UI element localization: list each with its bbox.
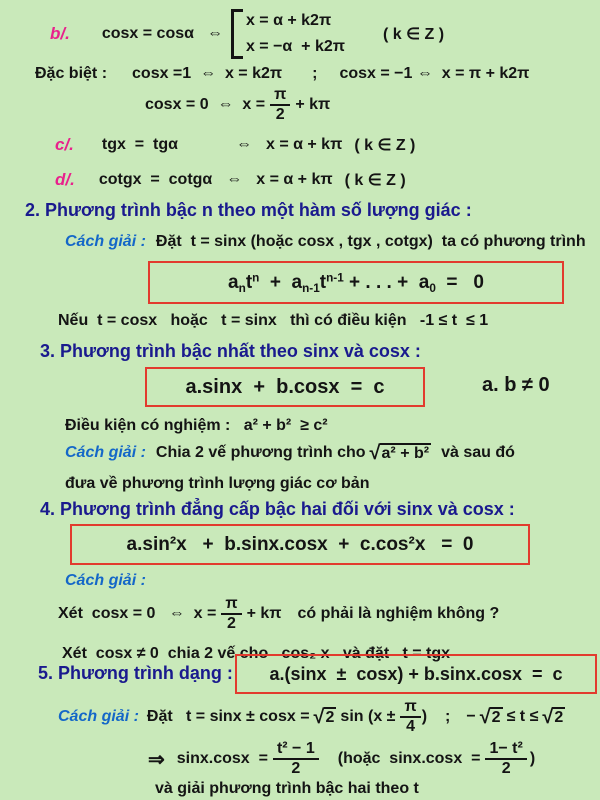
solvable-condition-text: Điều kiện có nghiệm : a² + b² ≥ c² (65, 417, 328, 434)
heading-text: 2. Phương trình bậc n theo một hàm số lượng giác : (25, 199, 472, 220)
heading-text: 4. Phương trình đẳng cấp bậc hai đối với sinx và cosx : (40, 498, 515, 519)
special-cases-row (35, 62, 529, 86)
method-line2-text: đưa về phương trình lượng giác cơ bản (65, 475, 370, 492)
formula-b-lhs: cosx = cosα (101, 25, 194, 42)
iff-arrow: ⇔ (206, 25, 223, 42)
ellipsis: + . . . + (343, 271, 419, 293)
side-condition (482, 370, 550, 400)
fraction-pi-4 (400, 698, 420, 736)
fraction-1-minus-t2-over-2 (485, 740, 526, 778)
section-2-note-row (58, 309, 488, 333)
radicand: 2 (491, 709, 501, 726)
case1-pre: Xét cosx = 0 ⇔ x = (58, 605, 217, 622)
equals-zero: = 0 (435, 271, 484, 293)
heading-text: 5. Phương trình dạng : (38, 662, 233, 683)
cos-zero-post: + kπ (295, 96, 331, 113)
formula-d-rhs: x = α + kπ (256, 171, 333, 188)
range-minus: − (466, 708, 476, 725)
sqrt-2 (314, 707, 337, 727)
cos-zero-row (145, 84, 330, 126)
section-2-heading (25, 198, 472, 222)
special-label: Đặc biệt : (35, 65, 108, 82)
range-mid: ≤ t ≤ (506, 708, 539, 725)
radical-sign: √ (542, 706, 554, 728)
var-t: t (319, 271, 327, 293)
domain-k: ( k ∈ Z ) (354, 137, 416, 154)
case-1: x = α + k2π (245, 12, 332, 29)
homogeneous-equation: a.sin²x + b.sinx.cosx + c.cos²x = 0 (126, 533, 474, 555)
method-label: Cách giải : (65, 572, 146, 589)
radical-sign: √ (369, 442, 381, 464)
special-eq1: cosx =1 ⇔ x = k2π (132, 65, 283, 82)
solvable-condition-row (65, 414, 328, 438)
domain-k: ( k ∈ Z ) (344, 172, 406, 189)
alt-open: (hoặc sinx.cosx = (337, 750, 481, 767)
special-eq2: cosx = −1 ⇔ x = π + k2π (339, 65, 530, 82)
formula-d-lhs: cotgx = cotgα (98, 171, 213, 188)
method-label: Cách giải : (65, 444, 146, 461)
sin-open: sin (x ± (340, 708, 396, 725)
polynomial-equation-box (148, 261, 564, 304)
section-3-method-row (65, 436, 515, 470)
case1-question: có phải là nghiệm không ? (297, 605, 500, 622)
radical-sign: √ (479, 706, 491, 728)
coef-a: a (418, 271, 430, 293)
separator: ; (312, 65, 318, 82)
separator: ; (445, 708, 451, 725)
fraction-denominator: 4 (406, 718, 416, 735)
formula-b-row (50, 8, 444, 60)
coef-a: a (228, 271, 239, 293)
fraction-numerator: 1− t² (485, 740, 526, 760)
close-paren: ) (421, 708, 428, 725)
alt-close: ) (529, 750, 536, 767)
sub-0: 0 (429, 281, 436, 295)
fraction-t2-minus-1-over-2 (273, 740, 319, 778)
case2-text: Xét cosx ≠ 0 chia 2 vế cho cos₂ x và đặt t = tgx (62, 645, 451, 662)
sqrt-2 (480, 707, 503, 727)
formula-c-lhs: tgx = tgα (101, 136, 178, 153)
section-2-method-row (65, 230, 586, 254)
fraction-denominator: 2 (291, 760, 301, 777)
linear-equation-box (145, 367, 425, 407)
section-4-method-label-row (65, 570, 146, 592)
method-label: Cách giải : (65, 233, 146, 250)
iff-arrow: ⇔ (235, 136, 252, 153)
method-post: và sau đó (441, 444, 515, 461)
coef-a: a (291, 271, 303, 293)
case1-mid: + kπ (246, 605, 282, 622)
sqrt-2 (542, 707, 565, 727)
implies-arrow: ⇒ (148, 748, 165, 771)
fraction-numerator: t² − 1 (273, 740, 319, 760)
note-text: Nếu t = cosx hoặc t = sinx thì có điều kiện -1 ≤ t ≤ 1 (58, 312, 489, 329)
homogeneous-equation-box (70, 524, 530, 565)
fraction-denominator: 2 (275, 106, 285, 123)
square-root (370, 443, 432, 463)
fraction-denominator: 2 (226, 615, 236, 632)
radicand: 2 (554, 709, 564, 726)
formula-c-row (55, 132, 415, 158)
formula-d-row (55, 166, 406, 194)
sum-product-equation-box (235, 654, 597, 694)
derive-lhs: sinx.cosx = (176, 750, 268, 767)
item-label-d: d/. (55, 170, 75, 189)
fraction-numerator: π (270, 86, 290, 106)
domain-k: ( k ∈ Z ) (383, 26, 445, 43)
var-t: t (245, 271, 253, 293)
section-4-heading (40, 497, 515, 521)
sup-n: n (252, 271, 260, 285)
radicand: a² + b² (381, 445, 430, 462)
heading-text: 3. Phương trình bậc nhất theo sinx và cosx : (40, 340, 421, 361)
fraction-numerator: π (400, 698, 420, 718)
item-label-b: b/. (50, 24, 70, 43)
method-text: Đặt t = sinx (hoặc cosx , tgx , cotgx) ta có phương trình (155, 233, 586, 250)
section-3-heading (40, 339, 421, 363)
section-5-heading (38, 660, 233, 686)
linear-equation: a.sinx + b.cosx = c (185, 375, 385, 398)
fraction-denominator: 2 (501, 760, 511, 777)
method-label: Cách giải : (58, 708, 139, 725)
fraction-pi-2 (270, 86, 290, 124)
fraction-numerator: π (221, 595, 241, 615)
fraction-pi-2 (221, 595, 241, 633)
method-pre: Chia 2 vế phương trình cho (155, 444, 366, 461)
plus: + (259, 271, 292, 293)
item-label-c: c/. (55, 135, 74, 154)
sub-n: n (238, 281, 246, 295)
radical-sign: √ (313, 706, 325, 728)
iff-arrow: ⇔ (226, 171, 243, 188)
sup-n-1: n-1 (326, 271, 344, 285)
derive-row (148, 736, 535, 782)
final-note-row (155, 779, 419, 799)
sub-n-1: n-1 (302, 281, 320, 295)
sum-product-equation: a.(sinx ± cosx) + b.sinx.cosx = c (269, 663, 563, 684)
section-5-method-row (58, 696, 569, 738)
final-note-text: và giải phương trình bậc hai theo t (155, 780, 419, 797)
radicand: 2 (325, 709, 335, 726)
cos-zero-pre: cosx = 0 ⇔ x = (145, 96, 266, 113)
cases-bracket (231, 9, 345, 59)
polynomial-equation (228, 272, 484, 294)
side-condition-text: a. b ≠ 0 (482, 373, 550, 396)
section-3-method-line2 (65, 472, 369, 496)
formula-c-rhs: x = α + kπ (265, 136, 343, 153)
substitution-pre: Đặt t = sinx ± cosx = (146, 708, 310, 725)
section-4-case1-row (58, 592, 499, 636)
case-2: x = −α + k2π (245, 38, 345, 55)
